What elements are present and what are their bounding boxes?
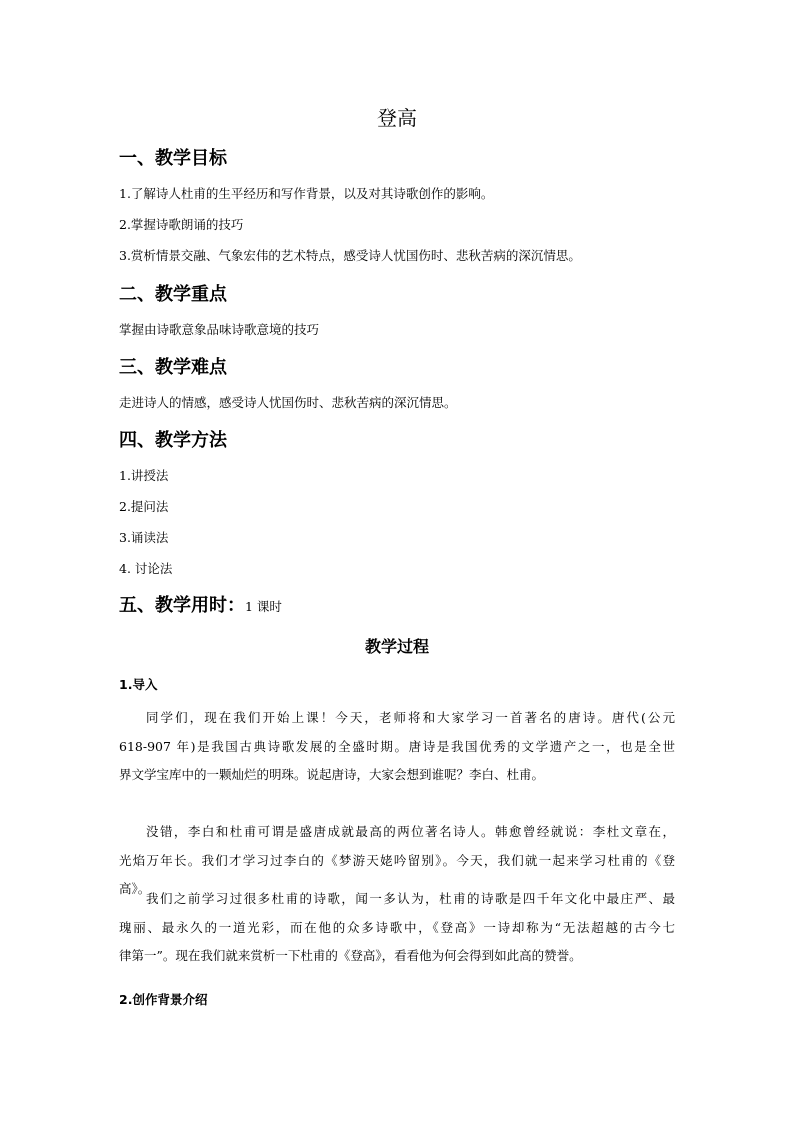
paragraph-line: 界文学宝库中的一颗灿烂的明珠。说起唐诗，大家会想到谁呢？李白、杜甫。 [119, 767, 545, 782]
section-heading-methods: 四、教学方法 [119, 430, 227, 451]
section-heading-objectives: 一、教学目标 [119, 148, 227, 169]
method-item: 1.讲授法 [119, 468, 169, 483]
intro-paragraph [119, 885, 675, 971]
method-item: 2.提问法 [119, 499, 169, 514]
key-points-text: 掌握由诗歌意象品味诗歌意境的技巧 [119, 322, 320, 337]
objective-item: 2.掌握诗歌朗诵的技巧 [119, 217, 244, 232]
section-heading-duration [119, 595, 282, 618]
intro-heading: 1.导入 [119, 677, 158, 692]
paragraph-line: 律第一”。现在我们就来赏析一下杜甫的《登高》，看看他为何会得到如此高的赞誉。 [119, 948, 582, 963]
paragraph-line: 没错，李白和杜甫可谓是盛唐成就最高的两位著名诗人。韩愈曾经就说：李杜文章在， [146, 824, 675, 839]
objective-item: 1.了解诗人杜甫的生平经历和写作背景，以及对其诗歌创作的影响。 [119, 186, 494, 201]
paragraph-line: 瑰丽、最永久的一道光彩，而在他的众多诗歌中，《登高》一诗却称为“无法超越的古今七 [119, 919, 675, 935]
section-heading-difficulties: 三、教学难点 [119, 357, 227, 378]
paragraph-line: 我们之前学习过很多杜甫的诗歌，闻一多认为，杜甫的诗歌是四千年文化中最庄严、最 [146, 891, 675, 906]
document-page [119, 0, 675, 1122]
method-item: 4. 讨论法 [119, 561, 173, 576]
difficulties-text: 走进诗人的情感，感受诗人忧国伤时、悲秋苦病的深沉情思。 [119, 395, 457, 410]
paragraph-line: 高》。 [119, 881, 151, 896]
document-title: 登高 [377, 106, 417, 130]
paragraph-line: 光焰万年长。我们才学习过李白的《梦游天姥吟留别》。今天，我们就一起来学习杜甫的《登 [119, 852, 675, 868]
background-heading: 2.创作背景介绍 [119, 992, 208, 1007]
process-title: 教学过程 [364, 637, 429, 656]
duration-heading: 五、教学用时： [119, 595, 245, 616]
objective-item: 3.赏析情景交融、气象宏伟的艺术特点，感受诗人忧国伤时、悲秋苦病的深沉情思。 [119, 248, 581, 263]
paragraph-line: 618-907 年)是我国古典诗歌发展的全盛时期。唐诗是我国优秀的文学遗产之一，也是全世 [119, 738, 675, 754]
duration-value: 1 课时 [245, 599, 282, 614]
method-item: 3.诵读法 [119, 530, 169, 545]
section-heading-key-points: 二、教学重点 [119, 284, 227, 305]
intro-paragraph [119, 704, 675, 790]
paragraph-line: 同学们，现在我们开始上课！今天，老师将和大家学习一首著名的唐诗。唐代(公元 [146, 710, 675, 725]
